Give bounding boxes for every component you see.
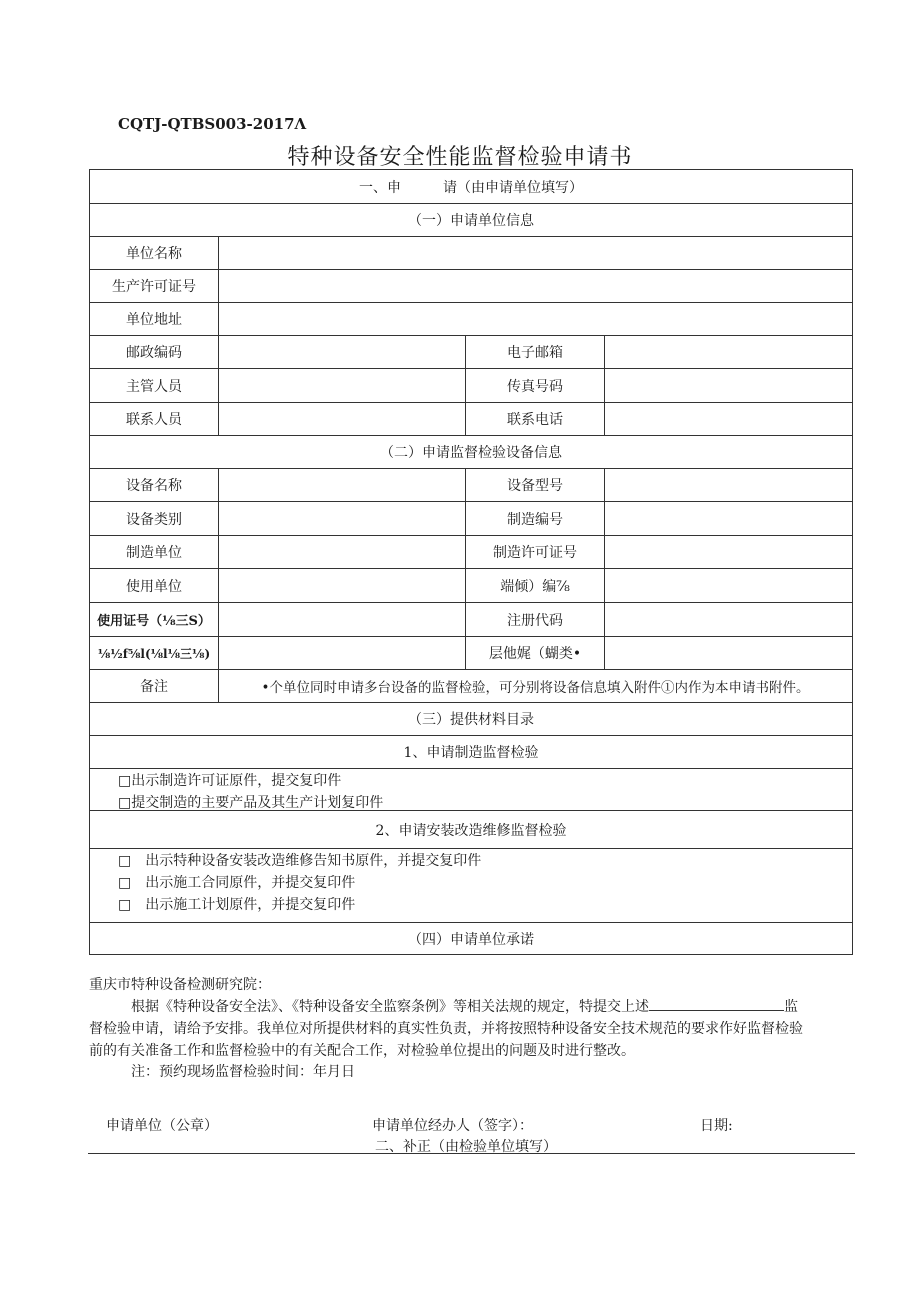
postcode-field[interactable] [218, 336, 465, 368]
table-row [90, 403, 852, 436]
sec3-sub1: 1、申请制造监督检验 [403, 745, 539, 761]
use-cert-field[interactable] [218, 603, 465, 636]
letter-line1-end: 监 [784, 999, 798, 1015]
mfg-license-label: 制造许可证号 [465, 536, 604, 568]
checkbox-item[interactable]: □提交制造的主要产品及其生产计划复印件 [118, 795, 384, 811]
sec3-sub1-items [90, 769, 852, 811]
letter-addressee: 重庆市特种设备检测研究院： [89, 977, 271, 993]
address-label: 单位地址 [126, 312, 182, 328]
part2-heading: 二、补正（由检验单位填写） [375, 1139, 557, 1155]
checkbox-item[interactable]: □ 出示特种设备安装改造维修告知书原件，并提交复印件 [118, 853, 482, 869]
remark-label: 备注 [140, 679, 168, 695]
fax-label: 传真号码 [465, 369, 604, 402]
reg-code-field[interactable] [604, 603, 852, 636]
contact-field[interactable] [218, 403, 465, 435]
email-field[interactable] [604, 336, 852, 368]
sign-unit: 申请单位（公章） [106, 1118, 218, 1134]
equip-model-field[interactable] [604, 469, 852, 501]
phone-label: 联系电话 [465, 403, 604, 435]
sec3-sub1-row [90, 736, 852, 769]
document-title: 特种设备安全性能监督检验申请书 [287, 145, 633, 170]
sec2-heading: （二）申请监督检验设备信息 [380, 445, 562, 461]
letter-line3: 前的有关准备工作和监督检验中的有关配合工作，对检验单位提出的问题及时进行整改。 [89, 1043, 635, 1059]
equip-name-label: 设备名称 [126, 478, 182, 494]
equip-name-field[interactable] [218, 469, 465, 501]
sec3-sub2-row [90, 811, 852, 849]
remark-text: •个单位同时申请多台设备的监督检验，可分别将设备信息填入附件①内作为本申请书附件。 [218, 670, 852, 702]
sec1-heading-row [90, 204, 852, 237]
address-field[interactable] [218, 303, 852, 335]
fax-field[interactable] [604, 369, 852, 402]
equip-class-field[interactable] [218, 502, 465, 535]
sec4-heading: （四）申请单位承诺 [408, 932, 534, 948]
user-unit-label: 使用单位 [126, 578, 182, 595]
checkbox-item[interactable]: □出示制造许可证原件，提交复印件 [118, 773, 342, 789]
table-row [90, 536, 852, 569]
phone-field[interactable] [604, 403, 852, 435]
garbled-label-3: 层他娓（蝴类• [465, 637, 604, 669]
mfg-unit-field[interactable] [218, 536, 465, 568]
user-unit-field[interactable] [218, 569, 465, 602]
letter-note: 注：预约现场监督检验时间：年月日 [131, 1064, 355, 1080]
checkbox-item[interactable]: □ 出示施工合同原件，并提交复印件 [118, 875, 356, 891]
manager-field[interactable] [218, 369, 465, 402]
email-label: 电子邮箱 [465, 336, 604, 368]
reg-code-label: 注册代码 [465, 603, 604, 636]
table-row [90, 569, 852, 603]
letter-line2: 督检验申请，请给予安排。我单位对所提供材料的真实性负责，并将按照特种设备安全技术规范的要求作好监督检验 [89, 1021, 803, 1037]
sec3-sub2-items [90, 849, 852, 923]
license-no-field[interactable] [218, 270, 852, 302]
sec4-heading-row [90, 923, 852, 955]
table-row [90, 469, 852, 502]
sec3-heading: （三）提供材料目录 [408, 712, 534, 728]
sec2-heading-row [90, 436, 852, 469]
letter-line1-text: 根据《特种设备安全法》、《特种设备安全监察条例》等相关法规的规定，特提交上述 [131, 999, 649, 1015]
table-row [90, 670, 852, 703]
contact-label: 联系人员 [126, 412, 182, 428]
postcode-label: 邮政编码 [126, 345, 182, 361]
sign-date: 日期: [700, 1118, 733, 1134]
garbled-label-2: ⅛½f⅝l(⅛l⅛三⅛) [97, 646, 211, 661]
garbled-field-2[interactable] [218, 637, 465, 669]
unit-name-field[interactable] [218, 237, 852, 269]
garbled-field-3[interactable] [604, 637, 852, 669]
manager-label: 主管人员 [126, 378, 182, 395]
mfg-license-field[interactable] [604, 536, 852, 568]
application-form-table [89, 169, 853, 955]
letter-line1 [131, 996, 798, 1016]
garbled-label-1: 端倾）编⅞ [465, 569, 604, 602]
unit-name-label: 单位名称 [126, 246, 182, 262]
document-code: CQTJ-QTBS003-2017Λ [118, 115, 307, 133]
equip-model-label: 设备型号 [465, 469, 604, 501]
table-row [90, 237, 852, 270]
sec1-heading: （一）申请单位信息 [408, 213, 534, 229]
table-row [90, 303, 852, 336]
mfg-unit-label: 制造单位 [126, 545, 182, 561]
part1-heading-row [90, 170, 852, 204]
part1-heading: 一、申 请（由申请单位填写） [359, 179, 583, 196]
table-row [90, 502, 852, 536]
sec3-heading-row [90, 703, 852, 736]
table-row [90, 637, 852, 670]
garbled-field-1[interactable] [604, 569, 852, 602]
blank-underline[interactable] [649, 998, 784, 1011]
table-row [90, 270, 852, 303]
use-cert-label: 使用证号（⅛三S） [97, 614, 211, 629]
license-no-label: 生产许可证号 [112, 279, 196, 295]
table-row [90, 369, 852, 403]
table-row [90, 336, 852, 369]
equip-class-label: 设备类别 [126, 511, 182, 528]
table-row [90, 603, 852, 637]
mfg-no-field[interactable] [604, 502, 852, 535]
mfg-no-label: 制造编号 [465, 502, 604, 535]
checkbox-item[interactable]: □ 出示施工计划原件，并提交复印件 [118, 897, 356, 913]
divider [88, 1153, 855, 1154]
sign-handler: 申请单位经办人（签字）： [372, 1118, 533, 1134]
sec3-sub2: 2、申请安装改造维修监督检验 [375, 822, 567, 839]
